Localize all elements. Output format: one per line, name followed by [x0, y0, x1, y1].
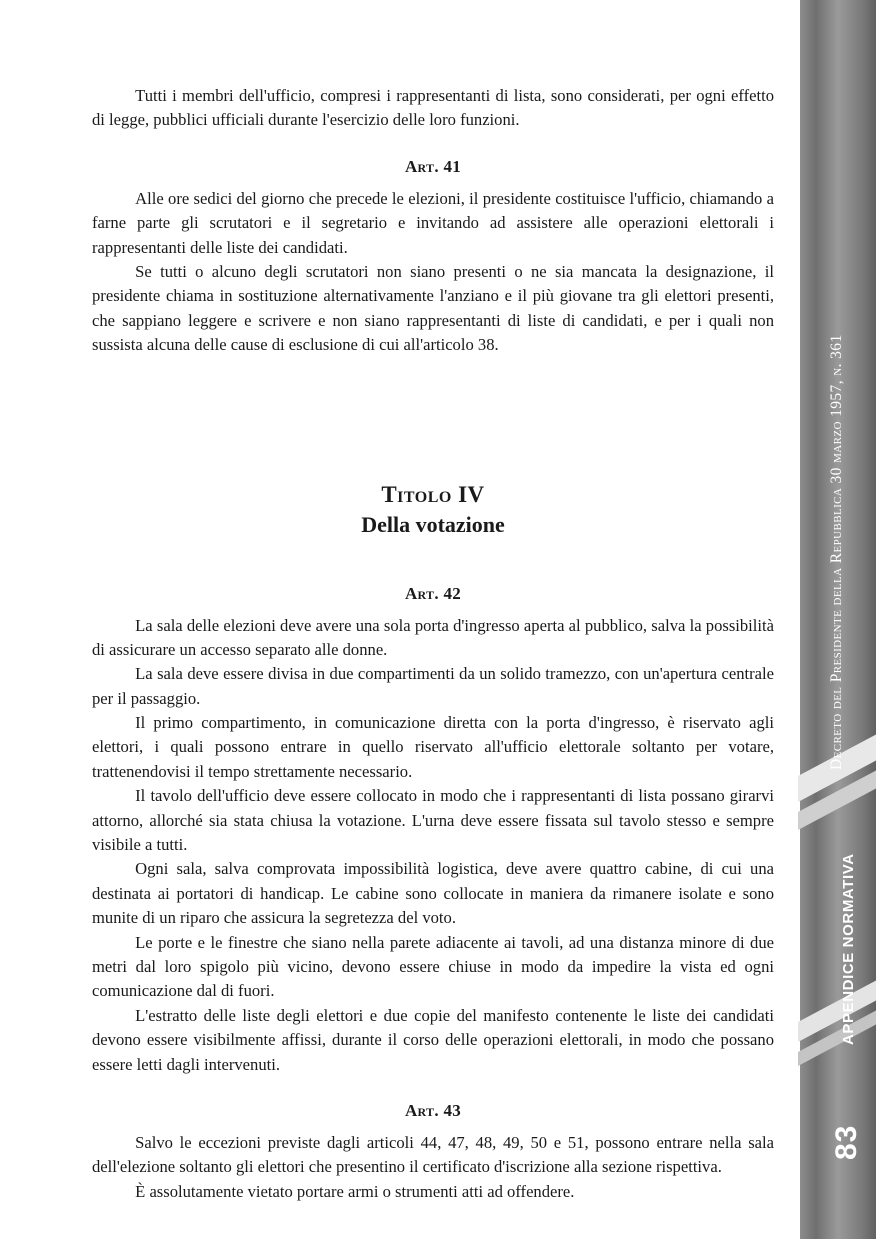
document-text-column	[92, 84, 774, 1204]
paragraph-art41-1: Alle ore sedici del giorno che precede le elezioni, il presidente costituisce l'ufficio, chiamando a farne parte gli scrutatori e il segretario e invitando ad assistere alle operazioni elettorali i rappresentanti delle liste dei candidati.	[92, 188, 774, 257]
spacer	[92, 436, 774, 482]
heading-titolo-iv: Titolo IV	[381, 481, 485, 507]
spacer	[92, 538, 774, 584]
paragraph-art42-6: Le porte e le finestre che siano nella parete adiacente ai tavoli, ad una distanza minore di due metri dal loro spigolo più vicino, devono essere chiuse in modo da impedire la vista ed ogni comunicazione dal di fuori.	[92, 932, 774, 1001]
spacer	[92, 1121, 774, 1131]
spacer	[92, 604, 774, 614]
side-tab	[798, 0, 876, 1239]
side-tab-title: Decreto del Presidente della Repubblica 30 marzo 1957, n. 361	[828, 334, 845, 770]
spacer	[92, 1077, 774, 1101]
paragraph-art41-2: Se tutti o alcuno degli scrutatori non siano presenti o ne sia mancata la designazione, il presidente chiama in sostituzione alternativamente l'anziano e il più giovane tra gli elettori presenti, che sappiano leggere e scrivere e non siano rappresentanti di liste di candidati, e per i quali non sussista alcuna delle cause di esclusione di cui all'articolo 38.	[92, 261, 774, 355]
paragraph-art42-3: Il primo compartimento, in comunicazione diretta con la porta d'ingresso, è riservato agli elettori, i quali possono entrare in quello riservato all'ufficio elettorale soltanto per votare, trattenendovisi il tempo strettamente necessario.	[92, 713, 774, 781]
paragraph-art42-5: Ogni sala, salva comprovata impossibilità logistica, deve avere quattro cabine, di cui una destinata ai portatori di handicap. Le cabine sono collocate in maniera da rimanere isolate e sono munite di un riparo che assicura la segretezza del voto.	[92, 859, 774, 928]
page-number: 83	[830, 1124, 863, 1160]
heading-art-43: Art. 43	[404, 1100, 462, 1120]
heading-titolo-iv-sub: Della votazione	[361, 511, 505, 537]
side-tab-section-label: APPENDICE NORMATIVA	[840, 853, 857, 1045]
heading-art-41: Art. 41	[404, 156, 462, 176]
paragraph-art42-1: La sala delle elezioni deve avere una sola porta d'ingresso aperta al pubblico, salva la possibilità di assicurare un accesso separato alle donne.	[92, 615, 774, 659]
spacer	[92, 358, 774, 436]
heading-art-42: Art. 42	[404, 583, 462, 603]
paragraph-art42-2: La sala deve essere divisa in due compartimenti da un solido tramezzo, con un'apertura centrale per il passaggio.	[92, 664, 774, 708]
spacer	[92, 133, 774, 157]
paragraph-art42-4: Il tavolo dell'ufficio deve essere collocato in modo che i rappresentanti di lista possano girarvi attorno, allorché sia stata chiusa la votazione. L'urna deve essere fissata sul tavolo stesso e sempre visibile a tutti.	[92, 786, 774, 855]
paragraph-art42-7: L'estratto delle liste degli elettori e due copie del manifesto contenente le liste dei candidati devono essere visibilmente affissi, durante il corso delle operazioni elettorali, in modo che possano essere letti dagli intervenuti.	[92, 1005, 774, 1074]
paragraph-art43-1: Salvo le eccezioni previste dagli articoli 44, 47, 48, 49, 50 e 51, possono entrare nella sala dell'elezione soltanto gli elettori che presentino il certificato d'iscrizione alla sezione rispettiva.	[92, 1132, 774, 1177]
spacer	[92, 177, 774, 187]
paragraph-art43-2: È assolutamente vietato portare armi o strumenti atti ad offendere.	[135, 1181, 575, 1201]
paragraph-intro: Tutti i membri dell'ufficio, compresi i rappresentanti di lista, sono considerati, per ogni effetto di legge, pubblici ufficiali durante l'esercizio delle loro funzioni.	[92, 86, 774, 130]
